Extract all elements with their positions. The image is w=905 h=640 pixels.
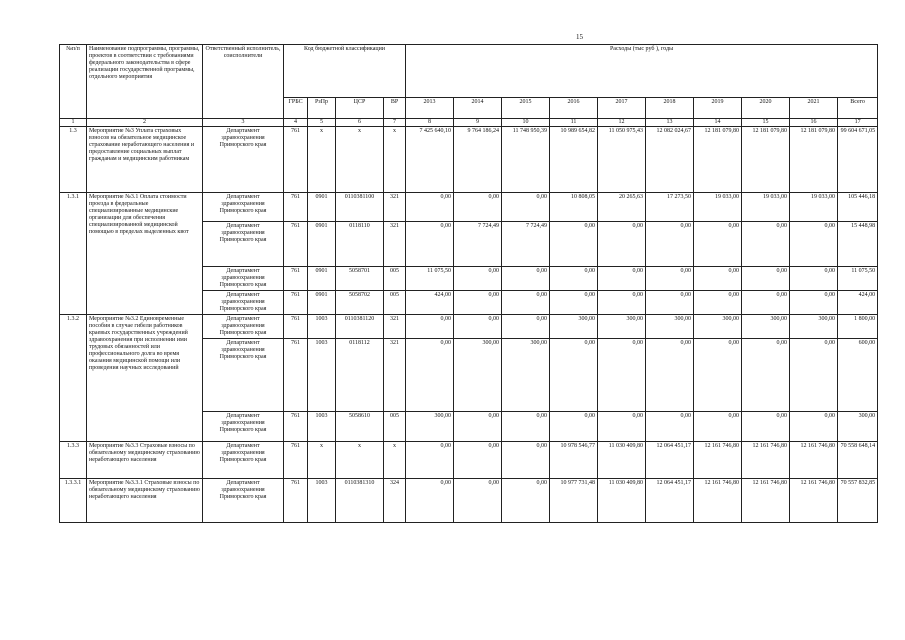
total-cell: 70 557 832,85	[838, 479, 878, 523]
amount-cell: 0,00	[598, 267, 646, 291]
rzpr-cell: 0901	[308, 291, 336, 315]
header-vr: ВР	[384, 98, 406, 119]
amount-cell: 300,00	[454, 339, 502, 412]
measure-name: Мероприятие №3 Уплата страховых взносов на обязательное медицинское страхование неработающего населения и предоставление социальных выплат гражданам и медицинским работникам	[87, 127, 203, 193]
column-number: 10	[502, 119, 550, 127]
amount-cell: 300,00	[598, 315, 646, 339]
vr-cell: 321	[384, 222, 406, 267]
amount-cell: 0,00	[406, 222, 454, 267]
amount-cell: 12 161 746,80	[742, 442, 790, 479]
rzpr-cell: 1003	[308, 479, 336, 523]
row-number: 1.3.3	[60, 442, 87, 479]
amount-cell: 0,00	[694, 291, 742, 315]
amount-cell: 0,00	[646, 222, 694, 267]
column-number: 2	[87, 119, 203, 127]
amount-cell: 10 978 546,77	[550, 442, 598, 479]
amount-cell: 11 050 975,43	[598, 127, 646, 193]
rzpr-cell: 1003	[308, 339, 336, 412]
grbs-cell: 761	[284, 127, 308, 193]
amount-cell: 0,00	[454, 291, 502, 315]
amount-cell: 0,00	[646, 291, 694, 315]
grbs-cell: 761	[284, 193, 308, 222]
rzpr-cell: х	[308, 127, 336, 193]
amount-cell: 0,00	[454, 267, 502, 291]
table-row	[60, 127, 878, 193]
header-year: 2017	[598, 98, 646, 119]
amount-cell: 12 082 024,67	[646, 127, 694, 193]
header-year: 2019	[694, 98, 742, 119]
column-number: 16	[790, 119, 838, 127]
column-number: 11	[550, 119, 598, 127]
executor-cell: Департамент здравоохранения Приморского края	[203, 193, 284, 222]
total-cell: 99 604 671,05	[838, 127, 878, 193]
executor-cell: Департамент здравоохранения Приморского края	[203, 412, 284, 442]
amount-cell: 12 161 746,80	[694, 479, 742, 523]
header-year: 2021	[790, 98, 838, 119]
rzpr-cell: 0901	[308, 267, 336, 291]
amount-cell: 0,00	[406, 315, 454, 339]
amount-cell: 0,00	[598, 412, 646, 442]
amount-cell: 19 033,00	[790, 193, 838, 222]
rzpr-cell: 1003	[308, 315, 336, 339]
amount-cell: 300,00	[742, 315, 790, 339]
amount-cell: 10 977 731,48	[550, 479, 598, 523]
vr-cell: х	[384, 442, 406, 479]
amount-cell: 0,00	[646, 267, 694, 291]
vr-cell: 005	[384, 291, 406, 315]
csr-cell: 0110381120	[336, 315, 384, 339]
amount-cell: 0,00	[790, 339, 838, 412]
csr-cell: х	[336, 442, 384, 479]
csr-cell: 0118112	[336, 339, 384, 412]
total-cell: 70 558 648,14	[838, 442, 878, 479]
amount-cell: 7 425 640,10	[406, 127, 454, 193]
column-number: 4	[284, 119, 308, 127]
amount-cell: 300,00	[406, 412, 454, 442]
amount-cell: 0,00	[550, 291, 598, 315]
column-number: 14	[694, 119, 742, 127]
amount-cell: 0,00	[406, 479, 454, 523]
row-number: 1.3.2	[60, 315, 87, 442]
vr-cell: 324	[384, 479, 406, 523]
column-number: 15	[742, 119, 790, 127]
amount-cell: 9 764 186,24	[454, 127, 502, 193]
amount-cell: 0,00	[502, 412, 550, 442]
amount-cell: 0,00	[742, 412, 790, 442]
table-row	[60, 315, 878, 339]
budget-table	[59, 44, 878, 523]
amount-cell: 12 161 746,80	[790, 479, 838, 523]
amount-cell: 0,00	[694, 412, 742, 442]
amount-cell: 0,00	[742, 222, 790, 267]
amount-cell: 0,00	[790, 222, 838, 267]
amount-cell: 300,00	[550, 315, 598, 339]
header-no: №п/п	[60, 45, 87, 119]
rzpr-cell: 0901	[308, 222, 336, 267]
column-number: 12	[598, 119, 646, 127]
total-cell: 1 800,00	[838, 315, 878, 339]
amount-cell: 11 748 950,39	[502, 127, 550, 193]
amount-cell: 0,00	[694, 339, 742, 412]
column-number: 6	[336, 119, 384, 127]
grbs-cell: 761	[284, 412, 308, 442]
amount-cell: 0,00	[502, 267, 550, 291]
amount-cell: 0,00	[598, 291, 646, 315]
amount-cell: 12 064 451,17	[646, 442, 694, 479]
amount-cell: 0,00	[598, 339, 646, 412]
header-expenses: Расходы (тыс руб ), годы	[406, 45, 878, 98]
header-year: 2014	[454, 98, 502, 119]
executor-cell: Департамент здравоохранения Приморского края	[203, 339, 284, 412]
grbs-cell: 761	[284, 222, 308, 267]
amount-cell: 300,00	[646, 315, 694, 339]
column-number: 13	[646, 119, 694, 127]
header-executor: Ответственный исполнитель, соисполнители	[203, 45, 284, 119]
row-number: 1.3	[60, 127, 87, 193]
amount-cell: 7 724,49	[454, 222, 502, 267]
grbs-cell: 761	[284, 479, 308, 523]
amount-cell: 0,00	[502, 193, 550, 222]
amount-cell: 0,00	[694, 267, 742, 291]
executor-cell: Департамент здравоохранения Приморского края	[203, 222, 284, 267]
amount-cell: 10 989 654,82	[550, 127, 598, 193]
csr-cell: х	[336, 127, 384, 193]
amount-cell: 10 808,05	[550, 193, 598, 222]
executor-cell: Департамент здравоохранения Приморского края	[203, 442, 284, 479]
amount-cell: 0,00	[742, 267, 790, 291]
row-number: 1.3.1	[60, 193, 87, 315]
amount-cell: 300,00	[790, 315, 838, 339]
column-number: 17	[838, 119, 878, 127]
amount-cell: 0,00	[454, 315, 502, 339]
amount-cell: 0,00	[646, 412, 694, 442]
csr-cell: 5058610	[336, 412, 384, 442]
amount-cell: 0,00	[598, 222, 646, 267]
amount-cell: 0,00	[454, 412, 502, 442]
amount-cell: 0,00	[742, 291, 790, 315]
column-number: 7	[384, 119, 406, 127]
vr-cell: 005	[384, 267, 406, 291]
amount-cell: 17 273,50	[646, 193, 694, 222]
header-year: 2016	[550, 98, 598, 119]
measure-name: Мероприятие №3.2 Единовременные пособия в случае гибели работников краевых государственных учреждений здравоохранения при исполнении ими трудовых обязанностей или профессионального долга во время оказания медицинской помощи или проведения научных исследований	[87, 315, 203, 442]
header-name: Наименование подпрограммы, программы, проектов в соответствии с требованиями федерального законодательства в сфере реализации государственной программы, отдельного мероприятия	[87, 45, 203, 119]
total-cell: 424,00	[838, 291, 878, 315]
amount-cell: 0,00	[502, 291, 550, 315]
amount-cell: 0,00	[790, 291, 838, 315]
measure-name: Мероприятие №3.3.1 Страховые взносы по обязательному медицинскому страхованию неработающего населения	[87, 479, 203, 523]
amount-cell: 0,00	[646, 339, 694, 412]
amount-cell: 11 030 409,80	[598, 442, 646, 479]
header-rzpr: РзПр	[308, 98, 336, 119]
row-number: 1.3.3.1	[60, 479, 87, 523]
table-body	[60, 127, 878, 523]
header-budget-code: Код бюджетной классификации	[284, 45, 406, 98]
amount-cell: 424,00	[406, 291, 454, 315]
amount-cell: 300,00	[502, 339, 550, 412]
vr-cell: 321	[384, 315, 406, 339]
grbs-cell: 761	[284, 267, 308, 291]
executor-cell: Департамент здравоохранения Приморского края	[203, 291, 284, 315]
amount-cell: 0,00	[550, 267, 598, 291]
amount-cell: 7 724,49	[502, 222, 550, 267]
amount-cell: 0,00	[502, 442, 550, 479]
header-year: 2013	[406, 98, 454, 119]
column-number: 8	[406, 119, 454, 127]
table-row	[60, 442, 878, 479]
csr-cell: 5058701	[336, 267, 384, 291]
amount-cell: 0,00	[694, 222, 742, 267]
amount-cell: 12 064 451,17	[646, 479, 694, 523]
rzpr-cell: х	[308, 442, 336, 479]
header-year: 2020	[742, 98, 790, 119]
amount-cell: 0,00	[550, 412, 598, 442]
vr-cell: 321	[384, 339, 406, 412]
total-cell: 105 446,18	[838, 193, 878, 222]
amount-cell: 0,00	[790, 412, 838, 442]
csr-cell: 0110381100	[336, 193, 384, 222]
header-year: 2015	[502, 98, 550, 119]
grbs-cell: 761	[284, 291, 308, 315]
vr-cell: 005	[384, 412, 406, 442]
amount-cell: 11 030 409,80	[598, 479, 646, 523]
total-cell: 11 075,50	[838, 267, 878, 291]
amount-cell: 19 033,00	[742, 193, 790, 222]
amount-cell: 0,00	[550, 339, 598, 412]
amount-cell: 11 075,50	[406, 267, 454, 291]
vr-cell: 321	[384, 193, 406, 222]
csr-cell: 0110381310	[336, 479, 384, 523]
amount-cell: 0,00	[454, 479, 502, 523]
amount-cell: 19 033,00	[694, 193, 742, 222]
amount-cell: 12 181 079,80	[742, 127, 790, 193]
grbs-cell: 761	[284, 339, 308, 412]
table-row	[60, 193, 878, 222]
amount-cell: 0,00	[406, 442, 454, 479]
column-numbers-row	[60, 119, 878, 127]
column-number: 3	[203, 119, 284, 127]
amount-cell: 12 161 746,80	[742, 479, 790, 523]
measure-name: Мероприятие №3.3 Страховые взносы по обязательному медицинскому страхованию неработающего населения	[87, 442, 203, 479]
amount-cell: 0,00	[454, 193, 502, 222]
amount-cell: 0,00	[406, 339, 454, 412]
amount-cell: 0,00	[742, 339, 790, 412]
measure-name: Мероприятие №3.1 Оплата стоимости проезда в федеральные специализированные медицинские организации для обеспечения специализированной медицинской помощью в пределах выделенных квот	[87, 193, 203, 315]
amount-cell: 300,00	[694, 315, 742, 339]
csr-cell: 5058702	[336, 291, 384, 315]
total-cell: 600,00	[838, 339, 878, 412]
header-year: 2018	[646, 98, 694, 119]
column-number: 5	[308, 119, 336, 127]
csr-cell: 0118110	[336, 222, 384, 267]
amount-cell: 12 161 746,80	[790, 442, 838, 479]
column-number: 9	[454, 119, 502, 127]
amount-cell: 0,00	[502, 479, 550, 523]
header-total: Всего	[838, 98, 878, 119]
executor-cell: Департамент здравоохранения Приморского края	[203, 315, 284, 339]
amount-cell: 12 161 746,80	[694, 442, 742, 479]
vr-cell: х	[384, 127, 406, 193]
page-number: 15	[576, 33, 583, 41]
amount-cell: 12 181 079,80	[694, 127, 742, 193]
column-number: 1	[60, 119, 87, 127]
amount-cell: 20 265,63	[598, 193, 646, 222]
executor-cell: Департамент здравоохранения Приморского края	[203, 479, 284, 523]
total-cell: 300,00	[838, 412, 878, 442]
rzpr-cell: 0901	[308, 193, 336, 222]
amount-cell: 0,00	[502, 315, 550, 339]
rzpr-cell: 1003	[308, 412, 336, 442]
amount-cell: 0,00	[550, 222, 598, 267]
amount-cell: 0,00	[790, 267, 838, 291]
executor-cell: Департамент здравоохранения Приморского края	[203, 127, 284, 193]
amount-cell: 12 181 079,80	[790, 127, 838, 193]
amount-cell: 0,00	[406, 193, 454, 222]
amount-cell: 0,00	[454, 442, 502, 479]
executor-cell: Департамент здравоохранения Приморского края	[203, 267, 284, 291]
grbs-cell: 761	[284, 442, 308, 479]
grbs-cell: 761	[284, 315, 308, 339]
total-cell: 15 448,98	[838, 222, 878, 267]
table-row	[60, 479, 878, 523]
header-grbs: ГРБС	[284, 98, 308, 119]
header-csr: ЦСР	[336, 98, 384, 119]
